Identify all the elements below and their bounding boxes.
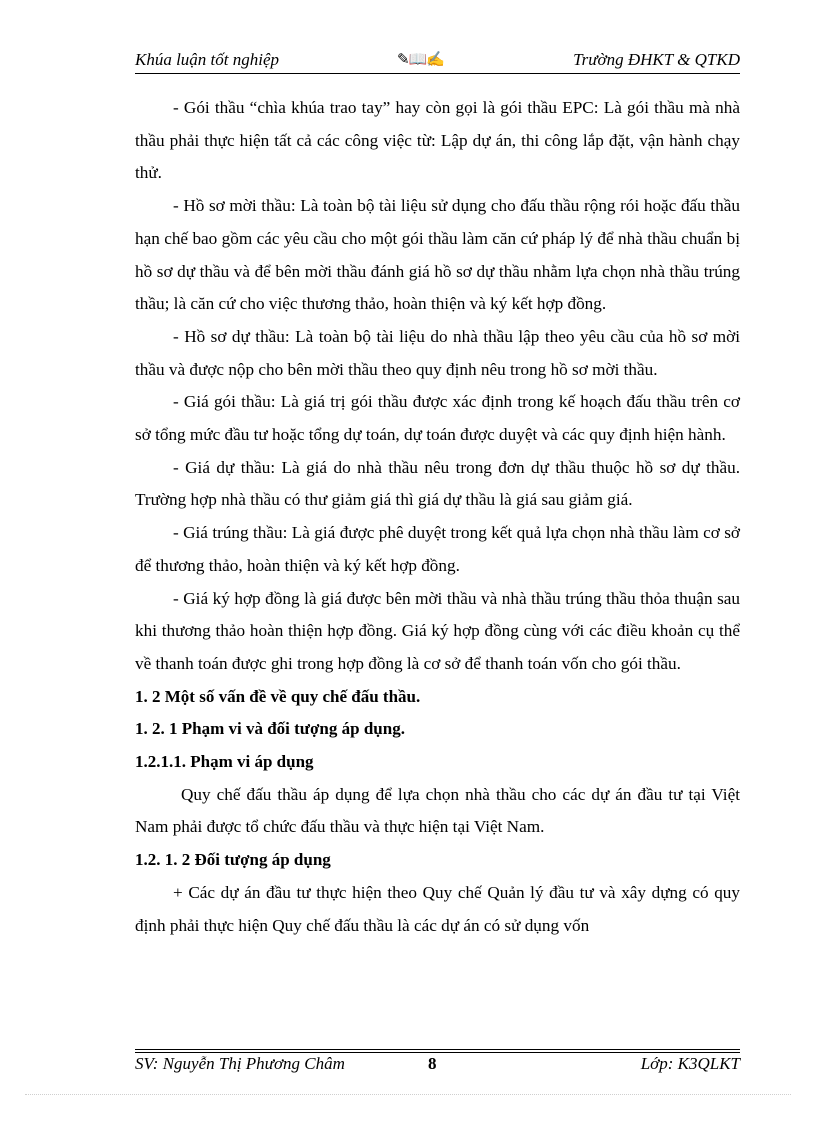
paragraph-subject: + Các dự án đầu tư thực hiện theo Quy chế Quản lý đầu tư và xây dựng có quy định phải thực hiện Quy chế đấu thầu là các dự án có sử dụng vốn (135, 882, 740, 935)
page-header (135, 50, 740, 72)
footer-class-name: Lớp: K3QLKT (640, 1054, 740, 1073)
paragraph-contract-price: - Giá ký hợp đồng là giá được bên mời thầu và nhà thầu trúng thầu thỏa thuận sau khi thương thảo hoàn thiện hợp đồng. Giá ký hợp đồng cùng với các điều khoản cụ thể về thanh toán được ghi trong hợp đồng là cơ sở để thanh toán vốn cho gói thầu. (135, 588, 740, 673)
paragraph-epc: - Gói thầu “chìa khúa trao tay” hay còn gọi là gói thầu EPC: Là gói thầu mà nhà thầu phải thực hiện tất cả các công việc từ: Lập dự án, thi công lắp đặt, vận hành chạy thử. (135, 98, 740, 183)
footer-rule-bottom (135, 1052, 740, 1053)
page-edge-dotted-line (25, 1094, 791, 1095)
paragraph-bid-docs: - Hồ sơ dự thầu: Là toàn bộ tài liệu do nhà thầu lập theo yêu cầu của hồ sơ mời thầu và được nộp cho bên mời thầu theo quy định nêu trong hồ sơ mời thầu. (135, 326, 740, 379)
heading-1-2-1-1: 1.2.1.1. Phạm vi áp dụng (135, 752, 314, 772)
header-school-name: Trường ĐHKT & QTKD (573, 50, 740, 69)
paragraph-winning-price: - Giá trúng thầu: Là giá được phê duyệt trong kết quả lựa chọn nhà thầu làm cơ sở để thương thảo, hoàn thiện và ký kết hợp đồng. (135, 523, 740, 575)
header-ornament-icon: ✎📖✍ (397, 52, 444, 68)
document-body (135, 92, 740, 942)
page-number: 8 (428, 1054, 437, 1073)
heading-1-2-1: 1. 2. 1 Phạm vi và đối tượng áp dụng. (135, 719, 405, 739)
header-rule (135, 73, 740, 74)
paragraph-bid-invitation-docs: - Hồ sơ mời thầu: Là toàn bộ tài liệu sử dụng cho đấu thầu rộng rói hoặc đấu thầu hạn chế bao gồm các yêu cầu cho một gói thầu làm căn cứ pháp lý để nhà thầu chuẩn bị hồ sơ dự thầu và để bên mời thầu đánh giá hồ sơ dự thầu nhằm lựa chọn nhà thầu trúng thầu; là căn cứ cho việc thương thảo, hoàn thiện và ký kết hợp đồng. (135, 196, 740, 314)
paragraph-bid-price: - Giá dự thầu: Là giá do nhà thầu nêu trong đơn dự thầu thuộc hồ sơ dự thầu. Trường hợp nhà thầu có thư giảm giá thì giá dự thầu là giá sau giảm giá. (135, 457, 740, 510)
heading-1-2-1-2: 1.2. 1. 2 Đối tượng áp dụng (135, 850, 331, 870)
paragraph-scope: Quy chế đấu thầu áp dụng để lựa chọn nhà thầu cho các dự án đầu tư tại Việt Nam phải được tổ chức đấu thầu và thực hiện tại Việt Nam. (135, 784, 740, 837)
page-footer (135, 1054, 740, 1076)
heading-1-2: 1. 2 Một số vấn đề về quy chế đấu thầu. (135, 686, 421, 706)
footer-rule-top (135, 1049, 740, 1050)
footer-student-name: SV: Nguyễn Thị Phương Châm (135, 1054, 345, 1073)
header-thesis-title: Khúa luận tốt nghiệp (135, 50, 280, 69)
paragraph-package-price: - Giá gói thầu: Là giá trị gói thầu được xác định trong kế hoạch đấu thầu trên cơ sở tổng mức đầu tư hoặc tổng dự toán, dự toán được duyệt và các quy định hiện hành. (135, 392, 740, 445)
